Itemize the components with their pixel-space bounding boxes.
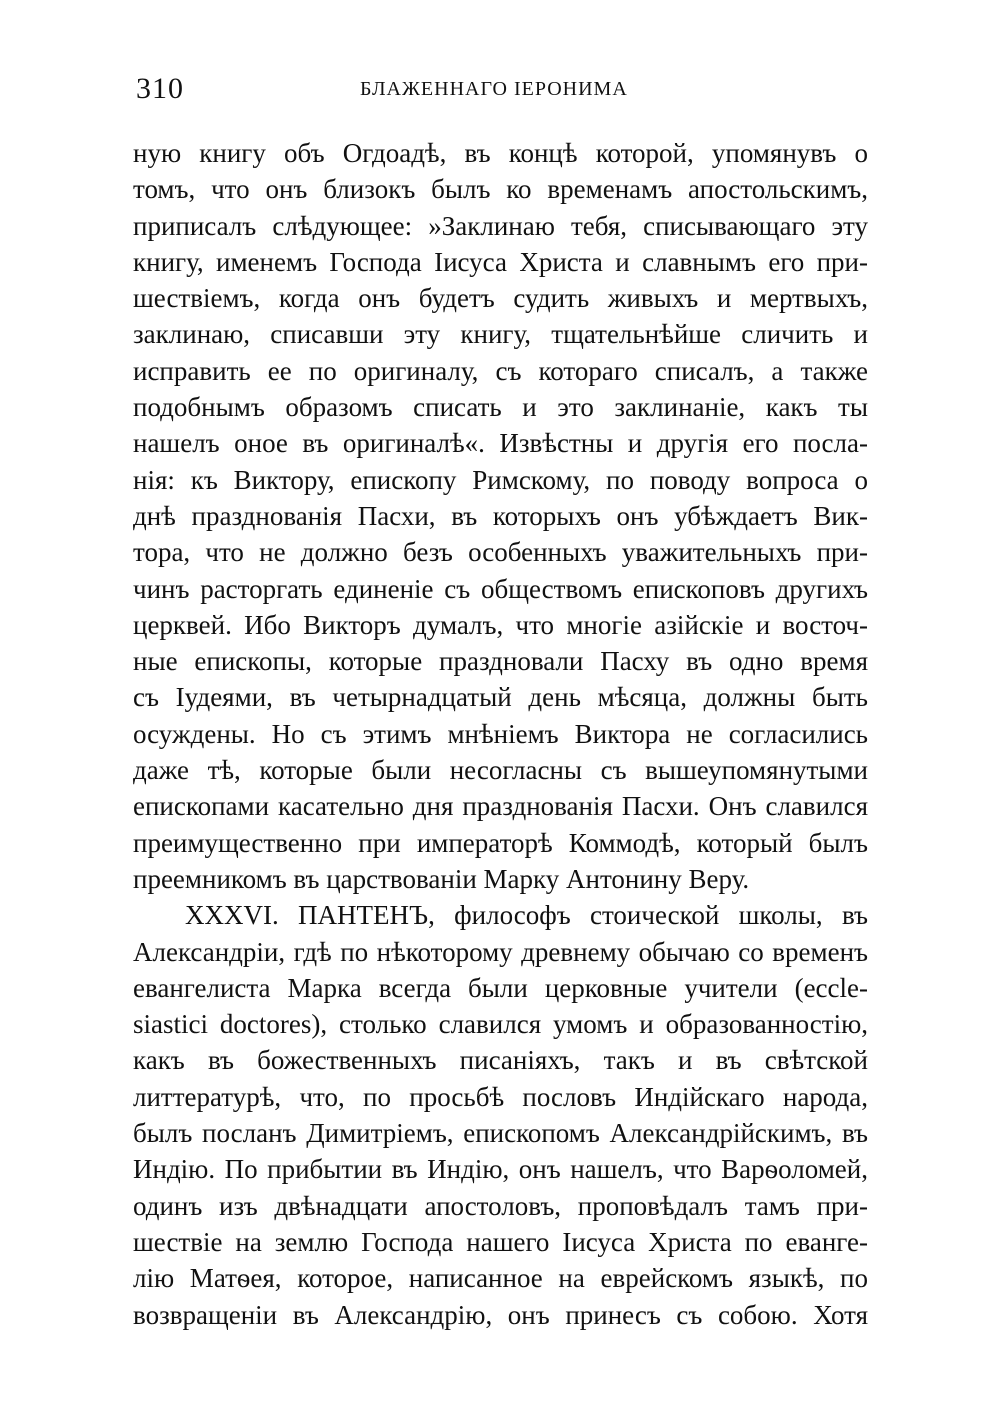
text-line: даже тѣ, которые были несогласны съ вышеупомянутыми [133,755,868,786]
text-line: одинъ изъ двѣнадцати апостоловъ, проповѣдалъ тамъ при- [133,1190,868,1221]
text-line: нашелъ оное въ оригиналѣ«. Извѣстны и другiя его посла- [133,428,868,459]
text-line: XXXVI. ПАНТЕНЪ, философъ стоической школы, въ [185,900,868,931]
text-line: заклинаю, списавши эту книгу, тщательнѣйше сличить и [133,319,868,350]
text-line: лiю Матѳея, которое, написанное на еврейскомъ языкѣ, по [133,1263,868,1294]
text-line: церквей. Ибо Викторъ думалъ, что многiе азiйскiе и восточ- [133,609,868,640]
text-line: осуждены. Но съ этимъ мнѣнiемъ Виктора не согласились [133,718,868,749]
text-line: ные епископы, которые праздновали Пасху въ одно время [133,646,868,677]
text-line: Александрiи, гдѣ по нѣкоторому древнему обычаю со временъ [133,936,868,967]
text-line: книгу, именемъ Господа Iисуса Христа и славнымъ его при- [133,246,868,277]
text-line: преимущественно при императорѣ Коммодѣ, который былъ [133,827,868,858]
text-line: исправить ее по оригиналу, съ котораго списалъ, а также [133,355,868,386]
text-line: siastici doctores), столько славился умомъ и образованностiю, [133,1009,868,1040]
text-line: Индiю. По прибытии въ Индiю, онъ нашелъ, что Варѳоломей, [133,1154,868,1185]
text-line: съ Iудеями, въ четырнадцатый день мѣсяца, должны быть [133,682,868,713]
text-line: какъ въ божественныхъ писанiяхъ, такъ и въ свѣтской [133,1045,868,1076]
text-line: чинъ расторгать единенiе съ обществомъ епископовъ другихъ [133,573,868,604]
text-line: шествiемъ, когда онъ будетъ судить живыхъ и мертвыхъ, [133,283,868,314]
text-line: днѣ празднованiя Пасхи, въ которыхъ онъ убѣждаетъ Вик- [133,500,868,531]
text-line: приписалъ слѣдующее: »Заклинаю тебя, списывающаго эту [133,210,868,241]
body-text [133,135,868,1333]
text-line: шествiе на землю Господа нашего Iисуса Христа по еванге- [133,1226,868,1257]
text-line: епископами касательно дня празднованiя Пасхи. Онъ славился [133,791,868,822]
text-line: преемникомъ въ царствованiи Марку Антонину Веру. [133,863,750,894]
text-line: былъ посланъ Димитрiемъ, епископомъ Александрiйскимъ, въ [133,1118,868,1149]
page-number: 310 [136,72,184,105]
running-head: БЛАЖЕННАГО IЕРОНИМА [360,78,628,100]
text-line: возвращенiи въ Александрiю, онъ принесъ съ собою. Хотя [133,1299,868,1330]
text-line: евангелиста Марка всегда были церковные учители (eccle- [133,972,868,1003]
text-line: литтературѣ, что, по просьбѣ пословъ Индiйскаго народа, [133,1081,868,1112]
text-line: томъ, что онъ близокъ былъ ко временамъ апостольскимъ, [133,174,868,205]
text-line: ную книгу объ Огдоадѣ, въ концѣ которой, упомянувъ о [133,138,868,168]
text-line: нiя: къ Виктору, епископу Римскому, по поводу вопроса о [133,464,868,495]
text-line: подобнымъ образомъ списать и это заклинанiе, какъ ты [133,392,868,423]
text-line: тора, что не должно безъ особенныхъ уважительныхъ при- [133,537,868,568]
